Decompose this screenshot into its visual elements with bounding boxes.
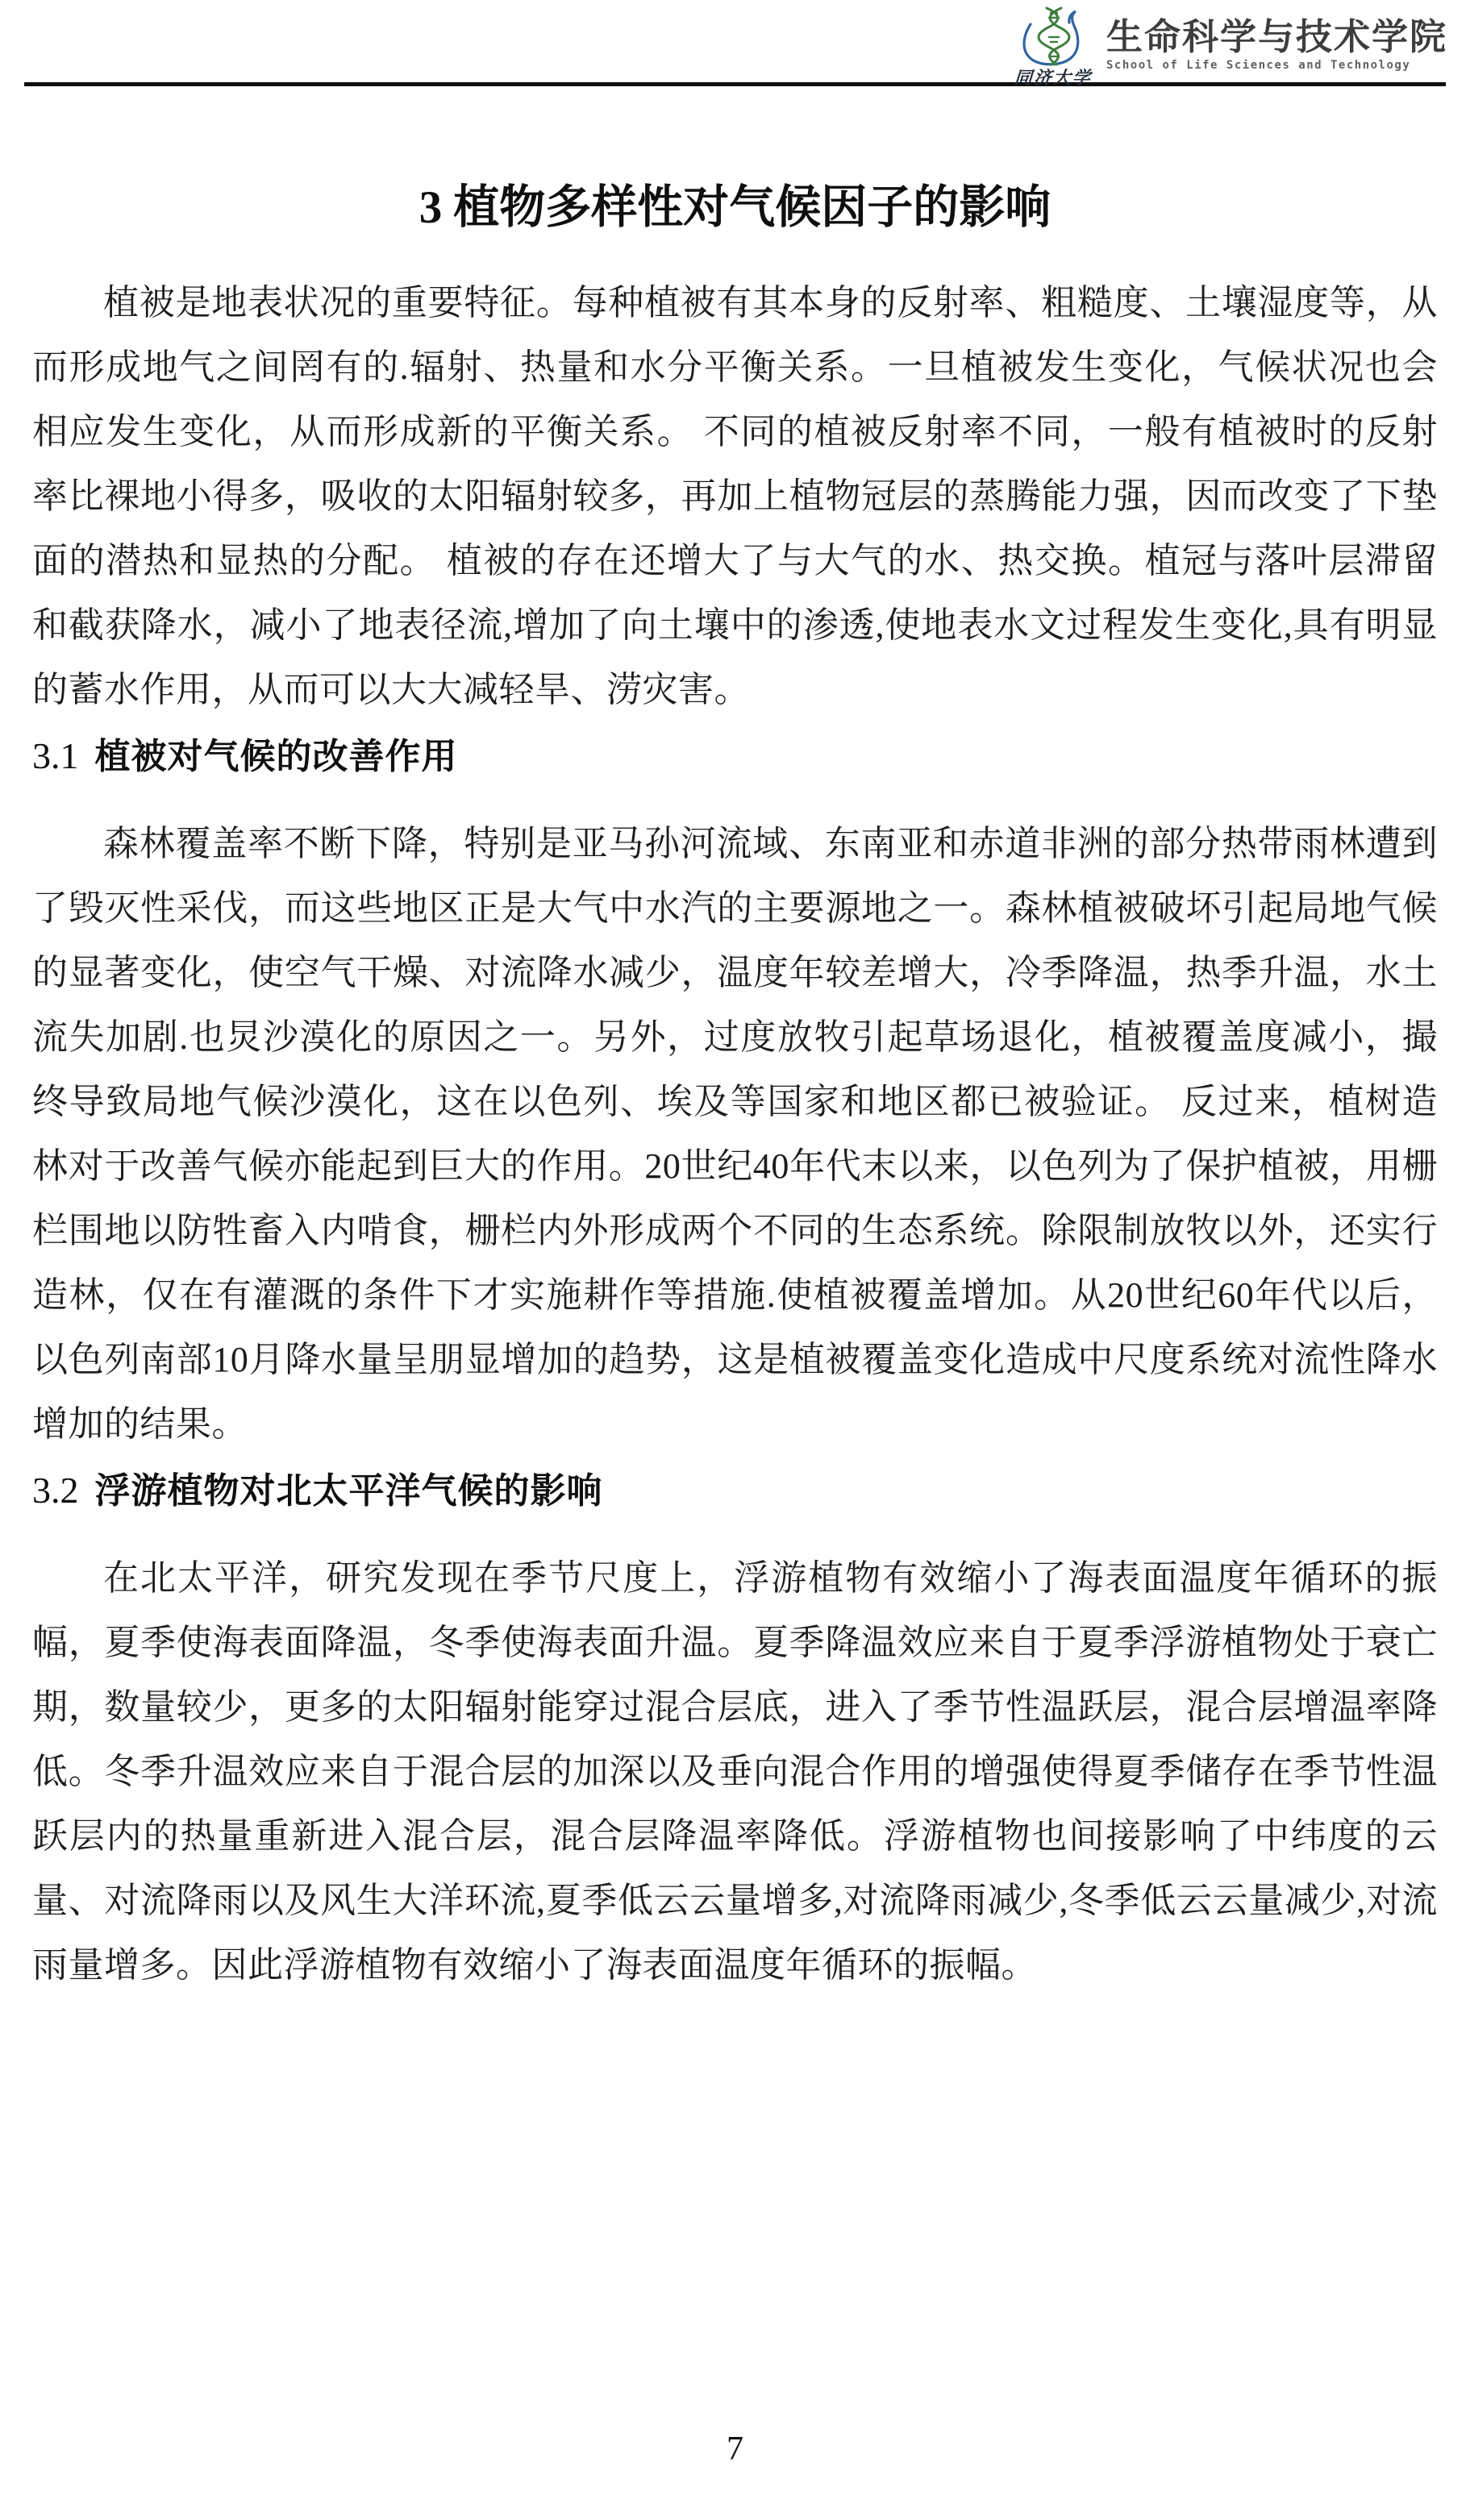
section-heading-3-1	[32, 734, 1438, 780]
page-title	[32, 181, 1438, 234]
school-name-en: School of Life Sciences and Technology	[1106, 59, 1411, 72]
dna-helix-icon	[1019, 6, 1087, 68]
page-number: 7	[727, 2431, 743, 2468]
section-title: 浮游植物对北太平洋气候的影响	[94, 1471, 603, 1511]
page-header	[0, 0, 1470, 88]
section-number: 3.2	[32, 1470, 79, 1511]
school-name-zh: 生命科学与技术学院	[1106, 16, 1447, 57]
section-heading-3-2	[32, 1468, 1438, 1514]
title-number: 3	[419, 182, 443, 233]
university-name: 同济大学	[1014, 68, 1093, 88]
section-number: 3.1	[32, 735, 79, 776]
section-3-1-paragraph: 森林覆盖率不断下降，特别是亚马孙河流域、东南亚和赤道非洲的部分热带雨林遭到了毁灭性采伐，而这些地区正是大气中水汽的主要源地之一。森林植被破坏引起局地气候的显著变化，使空气干燥、对流降水减少，温度年较差增大，冷季降温，热季升温，水土流失加剧.也炅沙漠化的原因之一。另外，过度放牧引起草场退化，植被覆盖度减小，撮终导致局地气候沙漠化，这在以色列、埃及等国家和地区都已被验证。 反过来，植树造林对于改善气候亦能起到巨大的作用。20世纪40年代末以来，以色列为了保护植被，用栅栏围地以防牲畜入内啃食，栅栏内外形成两个不同的生态系统。除限制放牧以外，还实行造林，仅在有灌溉的条件下才实施耕作等措施.使植被覆盖增加。从20世纪60年代以后，以色列南部10月降水量呈朋显增加的趋势，这是植被覆盖变化造成中尺度系统对流性降水增加的结果。	[32, 824, 1438, 1444]
title-text: 植物多样性对气候因子的影响	[453, 181, 1051, 233]
school-logo	[1008, 6, 1447, 89]
section-3-2-paragraph: 在北太平洋，研究发现在季节尺度上，浮游植物有效缩小了海表面温度年循环的振幅，夏季使海表面降温，冬季使海表面升温。夏季降温效应来自于夏季浮游植物处于衰亡期，数量较少，更多的太阳辐射能穿过混合层底，进入了季节性温跃层，混合层增温率降低。冬季升温效应来自于混合层的加深以及垂向混合作用的增强使得夏季储存在季节性温跃层内的热量重新进入混合层，混合层降温率降低。浮游植物也间接影响了中纬度的云量、对流降雨以及风生大洋环流,夏季低云云量增多,对流降雨减少,冬季低云云量减少,对流雨量增多。因此浮游植物有效缩小了海表面温度年循环的振幅。	[32, 1558, 1438, 1985]
intro-paragraph: 植被是地表状况的重要特征。每种植被有其本身的反射率、粗糙度、土壤湿度等，从而形成地气之间罔有的.辐射、热量和水分平衡关系。一旦植被发生变化，气候状况也会相应发生变化，从而形成新的平衡关系。 不同的植被反射率不同，一般有植被时的反射率比裸地小得多，吸收的太阳辐射较多，再加上植物冠层的蒸腾能力强，因而改变了下垫面的潜热和显热的分配。 植被的存在还增大了与大气的水、热交换。植冠与落叶层滞留和截获降水，减小了地表径流,增加了向土壤中的渗透,使地表水文过程发生变化,具有明显的蓄水作用，从而可以大大减轻旱、涝灾害。	[32, 283, 1438, 709]
section-title: 植被对气候的改善作用	[94, 737, 458, 776]
